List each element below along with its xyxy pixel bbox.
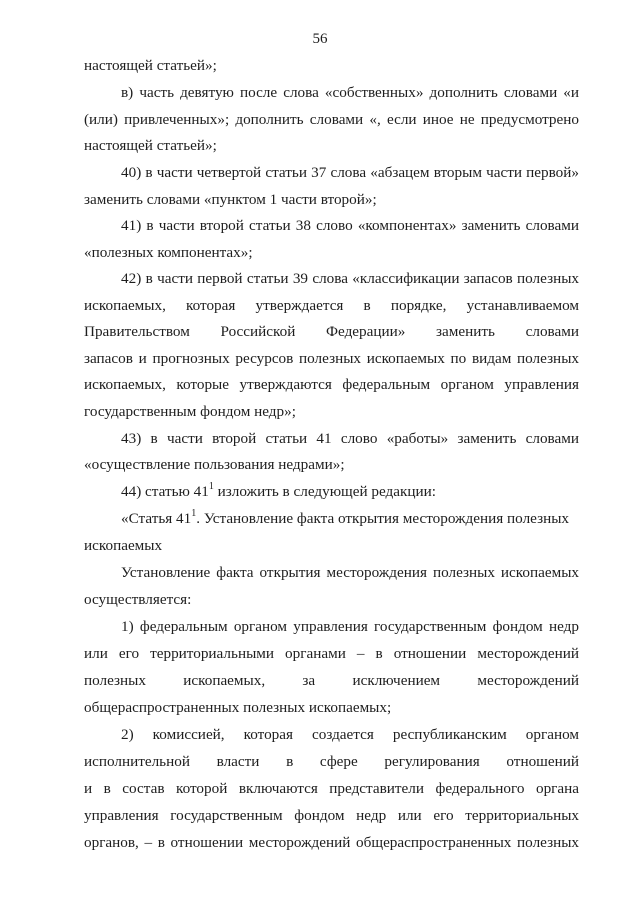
text-line: 40) в части четвертой статьи 37 слова «абзацем вторым части первой» <box>121 164 579 181</box>
text-line: 2) комиссией, которая создается республиканским органом <box>121 726 579 743</box>
text-line: в) часть девятую после слова «собственных» дополнить словами «и <box>121 84 579 101</box>
text-line: полезных ископаемых, за исключением месторождений <box>84 672 579 689</box>
text-line: Правительством Российской Федерации» заменить словами <box>84 323 579 340</box>
text-line: осуществляется: <box>84 591 192 608</box>
text-line: «осуществление пользования недрами»; <box>84 456 345 473</box>
text-line: запасов и прогнозных ресурсов полезных ископаемых по видам полезных <box>84 350 579 367</box>
text-segment: 44) статью 41 <box>121 483 209 500</box>
superscript: 1 <box>191 508 197 519</box>
text-line: 43) в части второй статьи 41 слово «работы» заменить словами <box>121 430 579 447</box>
text-line: органов, – в отношении месторождений общераспространенных полезных <box>84 834 579 851</box>
text-line: 1) федеральным органом управления государственным фондом недр <box>121 618 579 635</box>
text-line: Установление факта открытия месторождения полезных ископаемых <box>121 564 579 581</box>
text-line: общераспространенных полезных ископаемых; <box>84 699 392 716</box>
text-line: ископаемых, которая утверждается в порядке, устанавливаемом <box>84 297 579 314</box>
text-line: заменить словами «пунктом 1 части второй»; <box>84 191 377 208</box>
text-line: «полезных компонентах»; <box>84 244 253 261</box>
text-segment: изложить в следующей редакции: <box>213 483 436 500</box>
text-line: настоящей статьей»; <box>84 137 217 154</box>
text-line: ископаемых <box>84 537 163 554</box>
text-line: управления государственным фондом недр или его территориальных <box>84 807 579 824</box>
article-heading-line <box>121 510 579 528</box>
text-line: 41) в части второй статьи 38 слово «компонентах» заменить словами <box>121 217 579 234</box>
text-segment: «Статья 41 <box>121 510 192 527</box>
text-line: ископаемых, которые утверждаются федеральным органом управления <box>84 376 579 393</box>
text-line: государственным фондом недр»; <box>84 403 296 420</box>
text-line: исполнительной власти в сфере регулирования отношений <box>84 753 579 770</box>
text-line: 42) в части первой статьи 39 слова «классификации запасов полезных <box>121 270 579 287</box>
text-line: или его территориальными органами – в отношении месторождений <box>84 645 579 662</box>
text-line: и в состав которой включаются представители федерального органа <box>84 780 579 797</box>
text-line <box>121 483 436 501</box>
text-line: (или) привлеченных»; дополнить словами «, если иное не предусмотрено <box>84 111 579 128</box>
text-line: настоящей статьей»; <box>84 57 217 74</box>
superscript: 1 <box>208 481 214 492</box>
text-segment: . Установление факта открытия месторождения полезных <box>196 510 570 527</box>
page-number: 56 <box>312 31 328 47</box>
